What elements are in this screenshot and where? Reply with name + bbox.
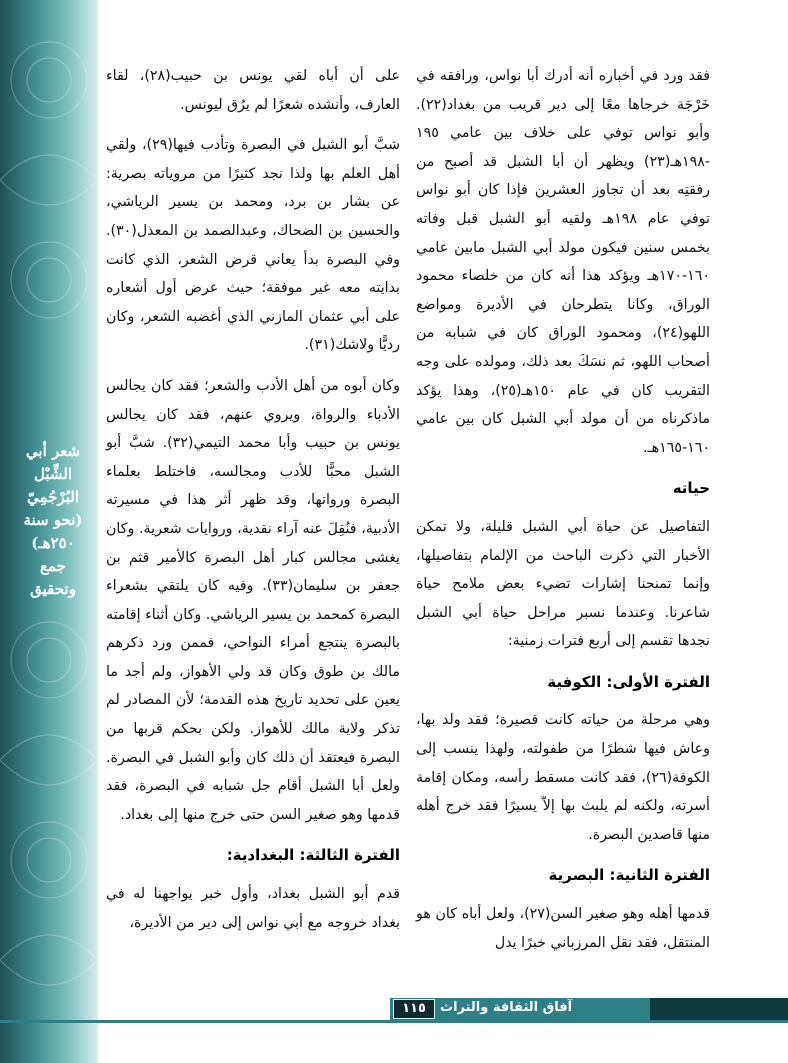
body-paragraph: وكان أبوه من أهل الأدب والشعر؛ فقد كان يجالس الأدباء والرواة، ويروي عنهم، فقد كان يجالس يونس بن حبيب وأبا محمد التيمي(٣٢). شبَّ أبو الشبل محبًّا للأدب ومجالسه، فاختلط بعلماء البصرة ورواتها، وقد ظهر أثر هذا في مسيرته الأدبية، فنُقِلَ عنه آراء نقدية، وروايات شعرية. وكان يغشى مجالس كبار أهل البصرة كالأمير قثم بن جعفر بن سليمان(٣٣). وفيه كان يلتقي بشعراء البصرة كمحمد بن يسير الرياشي. وكان أثناء إقامته بالبصرة ينتجع أمراء النواحي، فممن ورد ذكرهم مالك بن طوق وكان قد ولي الأهواز، ولم أجد ما يعين على تحديد تاريخ هذه القدمة؛ لأن المصادر لم تذكر ولاية مالك للأهواز. ولكن بحكم قربها من البصرة فيعتقد أن ذلك كان وأبو الشبل في البصرة. ولعل أبا الشبل أقام جل شبابه في البصرة، فقد قدمها وهو صغير السن حتى خرج منها إلى بغداد. [106,377,401,823]
article-title-line: الشِّبْل [33,465,72,483]
article-title [14,440,92,601]
magazine-title: آفاق الثقافة والتراث [440,1000,573,1015]
footer-divider [0,1020,788,1023]
article-title-line: وتحقيق [30,580,76,598]
section-heading: الفترة الثالثة: البغدادية: [226,846,400,865]
body-paragraph: التفاصيل عن حياة أبي الشبل قليلة، ولا تمكن الأخبار التي ذكرت الباحث من الإلمام بتفاصيلها، وإنما تمنحنا إشارات تضيء بعض ملامح حياة شاعرنا. وعندما نسبر مراحل حياة أبي الشبل نجدها تقسم إلى أربع فترات زمنية: [416,518,710,650]
body-paragraph: على أن أباه لقي يونس بن حبيب(٢٨)، لقاء العارف، وأنشده شعرًا لم يرُق ليونس. [106,68,400,113]
footer-accent [650,998,788,1020]
body-paragraph: قدم أبو الشبل بغداد، وأول خبر يواجهنا له في بغداد خروجه مع أبي نواس إلى دير من الأديرة، [106,886,400,931]
article-title-line: جمع [40,557,66,575]
section-heading: الفترة الأولى: الكوفية [547,672,710,691]
section-heading: الفترة الثانية: البصرية [548,866,710,885]
body-paragraph: وهي مرحلة من حياته كانت قصيرة؛ فقد ولد بها، وعاش فيها شطرًا من طفولته، ولهذا ينسب إلى الكوفة(٢٦)، فقد كانت مسقط رأسه، ومكان إقامة أسرته، ولكنه لم يلبث بها إلاّ يسيرًا فقد خرج أهله منها قاصدين البصرة. [416,712,710,843]
body-paragraph: قدمها أهله وهو صغير السن(٢٧)، ولعل أباه كان هو المنتقل، فقد نقل المرزباني خبرًا يدل [416,906,710,951]
article-title-line: ٢٥٠هـ) [31,534,75,552]
decorative-side-band [0,0,98,1063]
article-title-line: شعر أبي [25,442,81,460]
article-title-line: البُرْجُمِيّ [27,488,79,506]
body-paragraph: شبَّ أبو الشبل في البصرة وتأدب فيها(٢٩)، ولقي أهل العلم بها ولذا نجد كثيرًا من مروياته بصرية: عن بشار بن برد، ومحمد بن يسير الرياشي، والحسين بن الضحاك، وعبدالصمد بن المعذل(٣٠). وفي البصرة بدأ يعاني قرض الشعر، الذي كانت بدايته معه غير موفقة؛ حيث عرض أول أشعاره على أبي عثمان المازني الذي أغضبه الشعر، وكان رديًّا ولاشك(٣١). [106,137,400,354]
page-number: ١١٥ [393,999,435,1019]
article-title-line: (نحو سنة [23,511,83,529]
left-text-column [106,62,400,949]
right-text-column [416,62,710,969]
section-heading: حياته [672,479,710,498]
body-paragraph: فقد ورد في أخباره أنه أدرك أبا نواس، ورافقه في خَرْجَة خرجاها معًا إلى دير قريب من بغداد(٢٢). وأبو نواس توفي على خلاف بين عامي ١٩٥ -١٩٨هـ(٢٣) ويظهر أن أبا الشبل قد أصبح من رفقتِه بعد أن تجاوز العشرين فإذا كان أبو نواس توفي عام ١٩٨هـ ولقيه أبو الشبل قبل وفاته بخمس سنين فيكون مولد أبي الشبل مابين عامي ١٦٠-١٧٠هـ ويؤكد هذا أنه كان من خلصاء محمود الوراق، وكانا يتطرحان في الأديرة ومواضع اللهو(٢٤)، ومحمود الوراق كان في شبابه من أصحاب اللهو، ثم نسَكَ بعد ذلك، ومولده على وجه التقريب كان في عام ١٥٠هـ(٢٥)، وهذا يؤكد ماذكرناه من أن مولد أبي الشبل كان بين عامي ١٦٠-١٦٥هـ. [416,68,710,456]
